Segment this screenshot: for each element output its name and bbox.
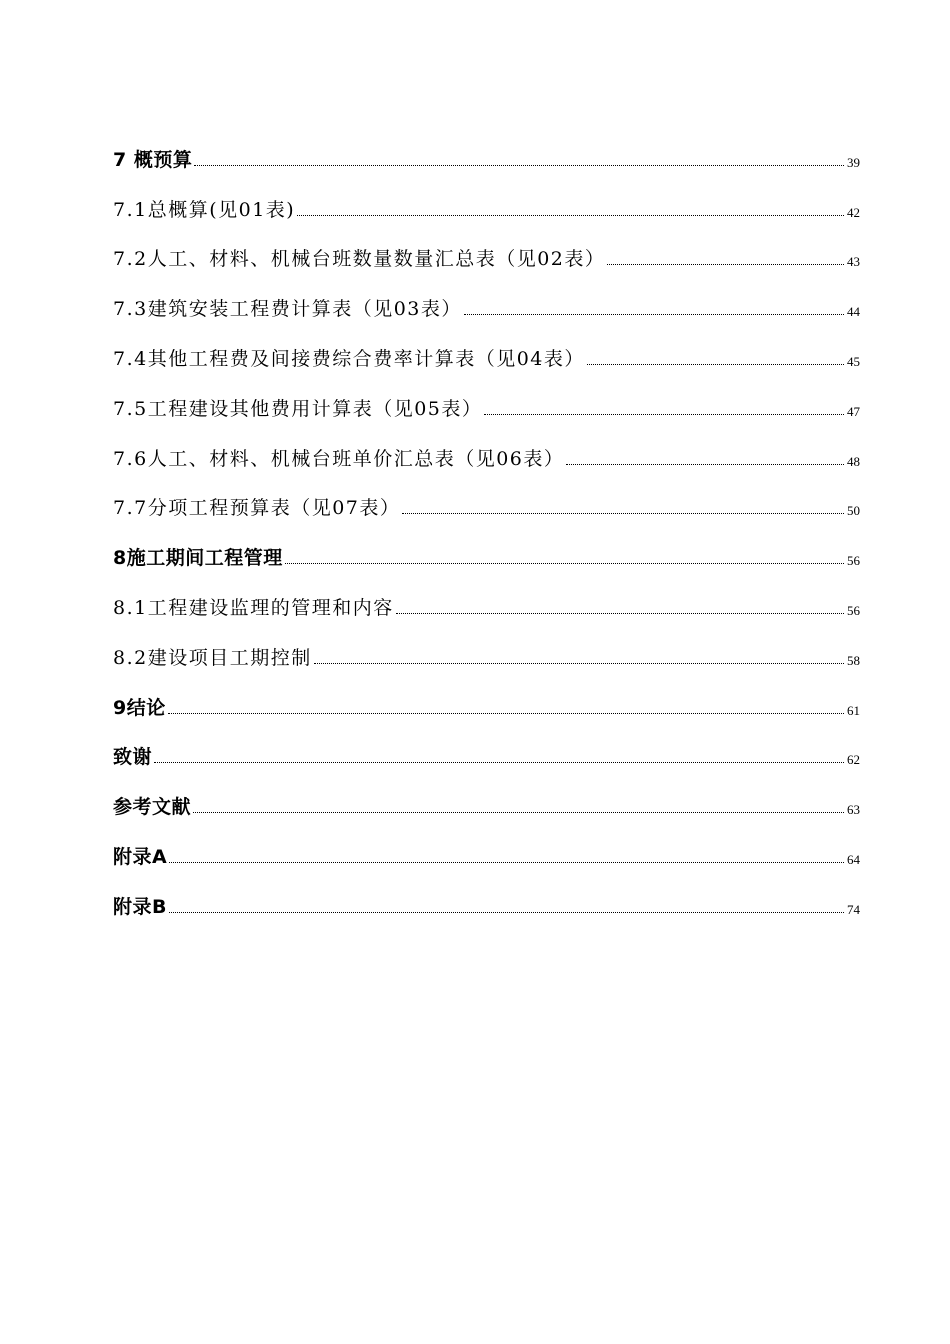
toc-dot-leader [194,165,844,166]
toc-entry-title: 7.2人工、材料、机械台班数量数量汇总表（见02表） [113,248,606,271]
toc-entry[interactable] [113,483,860,533]
toc-page-number: 74 [847,901,860,917]
toc-page-number: 48 [847,453,860,469]
toc-dot-leader [402,513,844,514]
toc-entry[interactable] [113,682,860,732]
toc-page-number: 63 [847,802,860,818]
toc-entry-title: 7.5工程建设其他费用计算表（见05表） [113,397,483,420]
toc-page-number: 42 [847,204,860,220]
toc-entry[interactable] [113,184,860,234]
toc-entry[interactable] [113,582,860,632]
toc-entry-title: 9结论 [113,696,166,719]
toc-dot-leader [396,613,844,614]
toc-page-number: 39 [847,154,860,170]
toc-page-number: 45 [847,353,860,369]
toc-entry[interactable] [113,781,860,831]
toc-dot-leader [566,464,844,465]
toc-page-number: 64 [847,851,860,867]
toc-entry[interactable] [113,632,860,682]
toc-entry-title: 7.1总概算(见01表) [113,198,296,221]
toc-page-number: 58 [847,652,860,668]
toc-entry-title: 7.6人工、材料、机械台班单价汇总表（见06表） [113,447,565,470]
toc-entry-title: 附录A [113,845,168,868]
toc-entry[interactable] [113,383,860,433]
toc-dot-leader [484,414,844,415]
toc-entry[interactable] [113,881,860,931]
toc-entry[interactable] [113,283,860,333]
toc-dot-leader [285,563,844,564]
toc-entry[interactable] [113,831,860,881]
toc-entry-title: 附录B [113,895,167,918]
toc-dot-leader [314,663,844,664]
toc-entry[interactable] [113,433,860,483]
toc-entry-title: 参考文献 [113,796,192,819]
toc-page-number: 44 [847,304,860,320]
toc-entry-title: 8施工期间工程管理 [113,547,283,570]
toc-dot-leader [587,364,844,365]
toc-entry-title: 8.2建设项目工期控制 [113,646,312,669]
toc-dot-leader [297,215,844,216]
toc-entry[interactable] [113,333,860,383]
table-of-contents [113,134,860,931]
toc-dot-leader [169,862,844,863]
toc-entry-title: 致谢 [113,746,153,769]
toc-entry-title: 7.7分项工程预算表（见07表） [113,497,401,520]
toc-page-number: 62 [847,752,860,768]
toc-entry-title: 8.1工程建设监理的管理和内容 [113,596,394,619]
toc-entry-title: 7 概预算 [113,148,193,171]
toc-dot-leader [168,713,844,714]
toc-page-number: 43 [847,254,860,270]
toc-dot-leader [607,264,844,265]
toc-entry-title: 7.4其他工程费及间接费综合费率计算表（见04表） [113,347,585,370]
toc-entry-title: 7.3建筑安装工程费计算表（见03表） [113,298,462,321]
toc-dot-leader [169,912,844,913]
toc-page-number: 50 [847,503,860,519]
toc-entry[interactable] [113,532,860,582]
toc-page-number: 56 [847,602,860,618]
toc-dot-leader [464,314,844,315]
toc-page-number: 56 [847,553,860,569]
toc-page-number: 47 [847,403,860,419]
toc-entry[interactable] [113,134,860,184]
toc-dot-leader [154,762,844,763]
toc-dot-leader [193,812,844,813]
toc-entry[interactable] [113,732,860,782]
toc-page-number: 61 [847,702,860,718]
toc-entry[interactable] [113,234,860,284]
